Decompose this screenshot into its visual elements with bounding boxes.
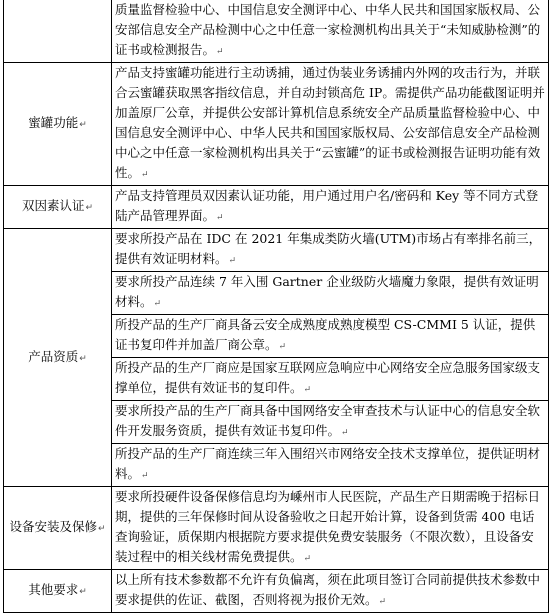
paragraph-mark: ↵ <box>97 524 106 534</box>
paragraph-mark: ↵ <box>79 353 87 364</box>
row-content <box>112 487 549 570</box>
paragraph-mark: ↵ <box>141 471 149 481</box>
label-installation: 设备安装及保修 <box>9 519 97 534</box>
paragraph-mark: ↵ <box>79 120 87 130</box>
qualification-item: 所投产品的生产厂商具备云安全成熟度成熟度模型 CS-CMMI 5 认证，提供证书复印件并加盖厂商公章。↵ <box>112 315 549 358</box>
label-two-factor: 双因素认证 <box>21 198 85 213</box>
cell-text: 以上所有技术参数都不允许有负偏离，须在此项目签订合同前提供技术参数中要求提供的佐证、截图，否则将视为报价无效。 <box>115 572 541 607</box>
table-row <box>4 186 549 229</box>
row-label <box>4 63 112 186</box>
row-label <box>4 229 112 487</box>
table-row <box>4 63 549 186</box>
paragraph-mark: ↵ <box>141 170 149 180</box>
row-content <box>112 570 549 613</box>
cell-text: 产品支持管理员双因素认证功能，用户通过用户名/密码和 Key 等不同方式登陆产品管理界面。 <box>115 188 539 223</box>
cell-text: 产品支持蜜罐功能进行主动诱捕，通过伪装业务诱捕内外网的攻击行为，并联合云蜜罐获取黑客指纹信息，并自动封锁高危 IP。需提供产品功能截图证明并加盖原厂公章，并提供公安部计算机信息系统安全产品质量监督检验中心、中国信息安全测评中心、中华人民共和国国家版权局、公安部信息安全产品检测中心之中任意一家检测机构出具关于“云蜜罐”的证书或检测报告证明功能有效性。 <box>115 65 545 180</box>
label-qualification: 产品资质 <box>28 348 79 364</box>
paragraph-mark: ↵ <box>303 554 312 564</box>
qualification-item: 要求所投产品的生产厂商具备中国网络安全审查技术与认证中心的信息安全软件开发服务资质，提供有效证书复印件。↵ <box>112 401 549 444</box>
row-label <box>4 570 112 613</box>
table-row <box>4 0 549 63</box>
paragraph-mark: ↵ <box>216 47 224 57</box>
row-content <box>112 63 549 186</box>
paragraph-mark: ↵ <box>228 256 237 266</box>
paragraph-mark: ↵ <box>341 428 349 438</box>
spec-table <box>3 0 549 613</box>
row-label <box>4 186 112 229</box>
row-content <box>112 0 549 63</box>
row-content <box>112 186 549 229</box>
qualification-item: 所投产品的生产厂商应是国家互联网应急响应中心网络安全应急服务国家级支撑单位，提供有效证书的复印件。↵ <box>112 358 549 401</box>
table-row <box>4 570 549 613</box>
row-label <box>4 487 112 570</box>
paragraph-mark: ↵ <box>378 597 387 607</box>
qualification-item: 所投产品的生产厂商连续三年入围绍兴市网络安全技术支撑单位，提供证明材料。↵ <box>112 444 549 487</box>
label-honeypot: 蜜罐功能 <box>28 115 79 130</box>
cell-text: 要求所投硬件设备保修信息均为嵊州市人民医院，产品生产日期需晚于招标日期，提供的三年保修时间从设备验收之日起开始计算，设备到货需 400 电话查询验证，质保期内根据院方要求提供免费安装服务（不限次数），且设备安装过程中的相关线材需免费提供。 <box>115 489 541 564</box>
qualification-item: 要求所投产品连续 7 年入围 Gartner 企业级防火墙魔力象限，提供有效证明材料。↵ <box>112 272 549 315</box>
row-label-empty <box>4 0 112 63</box>
paragraph-mark: ↵ <box>216 213 224 223</box>
paragraph-mark: ↵ <box>278 342 287 352</box>
qualification-item: 要求所投产品在 IDC 在 2021 年集成类防火墙(UTM)市场占有率排名前三，提供有效证明材料。↵ <box>112 229 549 272</box>
paragraph-mark: ↵ <box>153 299 162 309</box>
table-row <box>4 487 549 570</box>
label-other: 其他要求 <box>28 582 79 597</box>
cell-text: 质量监督检验中心、中国信息安全测评中心、中华人民共和国国家版权局、公安部信息安全产品检测中心之中任意一家检测机构出具关于“未知威胁检测”的证书或检测报告。 <box>115 2 541 57</box>
paragraph-mark: ↵ <box>79 587 87 597</box>
table-row <box>4 229 549 272</box>
paragraph-mark: ↵ <box>303 385 312 395</box>
paragraph-mark: ↵ <box>85 203 94 213</box>
